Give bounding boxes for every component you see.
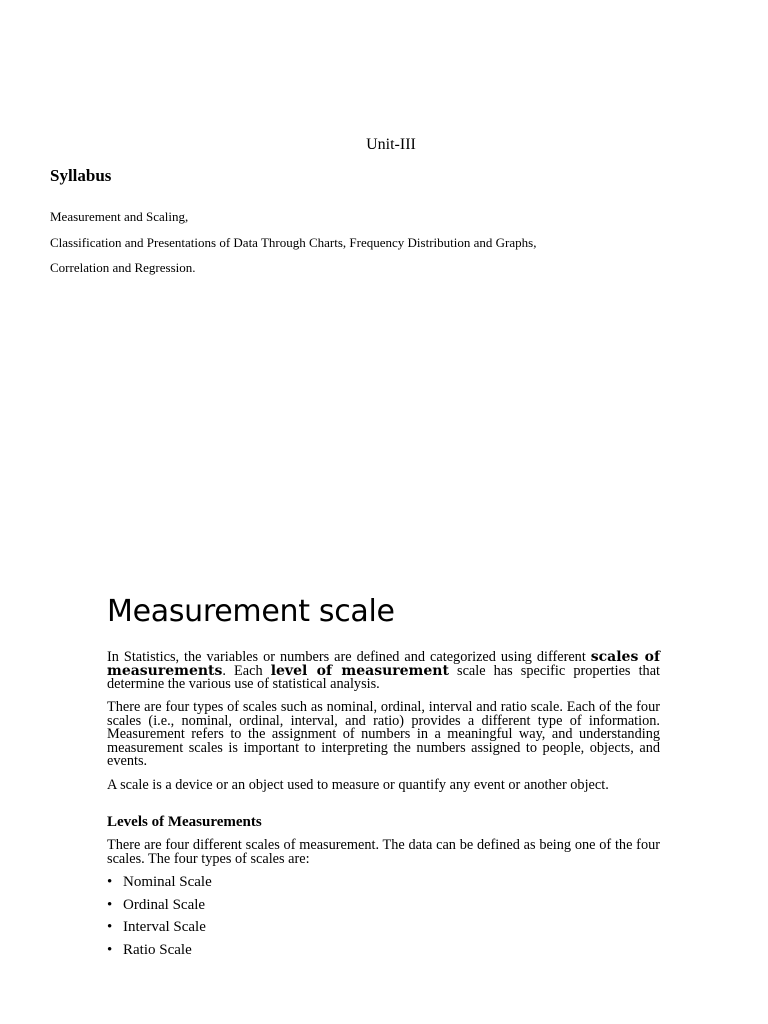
level-of-measurement-term: level of measurement — [270, 662, 449, 679]
intro-text: In Statistics, the variables or numbers are defined and categorized using different — [107, 649, 591, 665]
scale-name: Ratio Scale — [123, 942, 192, 959]
list-item — [107, 916, 212, 939]
scale-name: Ordinal Scale — [123, 896, 206, 913]
section-title: Measurement scale — [107, 594, 395, 629]
scale-list — [107, 871, 212, 962]
syllabus-heading: Syllabus — [50, 166, 112, 185]
bullet-icon: • — [107, 919, 113, 936]
scales-of-measurements-term: scales of measurements — [107, 649, 660, 679]
syllabus-item: Measurement and Scaling, — [50, 209, 189, 224]
bullet-icon: • — [107, 896, 113, 913]
unit-heading: Unit-III — [366, 136, 416, 153]
list-item — [107, 894, 212, 917]
intro-text: . Each — [222, 662, 271, 679]
scale-definition-paragraph: A scale is a device or an object used to measure or quantify any event or another object. — [107, 777, 609, 793]
levels-paragraph: There are four different scales of measurement. The data can be defined as being one of the four scales. The four types of scales are: — [107, 837, 660, 867]
scale-name: Interval Scale — [123, 919, 206, 936]
syllabus-item: Classification and Presentations of Data Through Charts, Frequency Distribution and Graphs, — [50, 235, 537, 250]
syllabus-item: Correlation and Regression. — [50, 260, 196, 275]
bullet-icon: • — [107, 942, 113, 959]
intro-paragraph — [107, 651, 660, 692]
scale-name: Nominal Scale — [123, 874, 212, 890]
list-item — [107, 939, 212, 962]
bullet-icon: • — [107, 874, 113, 890]
scales-types-paragraph: There are four types of scales such as nominal, ordinal, interval and ratio scale. Each of the four scales (i.e., nominal, ordinal, interval, and ratio) provides a different type of information. Measurement refers to the assignment of numbers in a meaningful way, and understanding measurement scales is important to interpreting the numbers assigned to people, objects, and events. — [107, 699, 660, 769]
intro-text: scale has specific properties that determine the various use of statistical analysis. — [107, 662, 661, 692]
levels-heading: Levels of Measurements — [107, 814, 262, 830]
list-item — [107, 871, 212, 894]
